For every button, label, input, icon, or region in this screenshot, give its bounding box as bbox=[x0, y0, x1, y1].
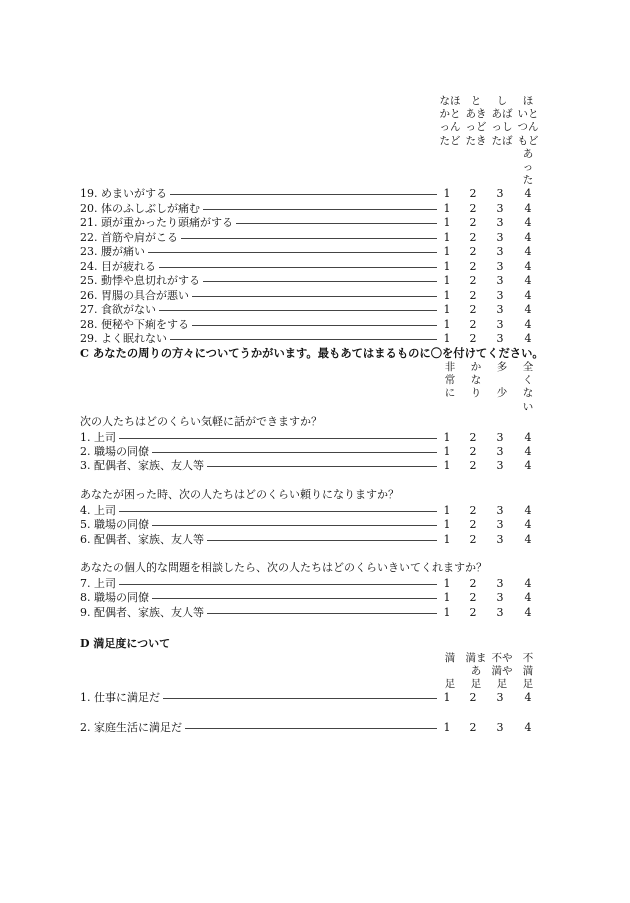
d-header-1: 満 足 bbox=[444, 652, 456, 691]
option-1[interactable]: 1 bbox=[443, 459, 451, 472]
c-item-row bbox=[80, 431, 540, 445]
option-4[interactable]: 4 bbox=[524, 289, 532, 302]
option-4[interactable]: 4 bbox=[524, 231, 532, 244]
option-2[interactable]: 2 bbox=[469, 245, 477, 258]
item-label: 1. 上司 bbox=[80, 431, 119, 445]
option-3[interactable]: 3 bbox=[496, 533, 504, 546]
leader-line bbox=[80, 584, 437, 585]
item-label: 2. 職場の同僚 bbox=[80, 445, 152, 459]
option-1[interactable]: 1 bbox=[443, 721, 451, 734]
item-label: 22. 首筋や肩がこる bbox=[80, 231, 181, 245]
c-item-row bbox=[80, 504, 540, 518]
option-3[interactable]: 3 bbox=[496, 431, 504, 444]
item-label: 21. 頭が重かったり頭痛がする bbox=[80, 216, 236, 230]
option-4[interactable]: 4 bbox=[524, 518, 532, 531]
option-4[interactable]: 4 bbox=[524, 459, 532, 472]
c-header-2: か な り bbox=[470, 361, 482, 400]
option-1[interactable]: 1 bbox=[443, 332, 451, 345]
option-3[interactable]: 3 bbox=[496, 577, 504, 590]
option-4[interactable]: 4 bbox=[524, 260, 532, 273]
option-2[interactable]: 2 bbox=[469, 606, 477, 619]
option-3[interactable]: 3 bbox=[496, 332, 504, 345]
option-2[interactable]: 2 bbox=[469, 533, 477, 546]
option-2[interactable]: 2 bbox=[469, 216, 477, 229]
option-1[interactable]: 1 bbox=[443, 216, 451, 229]
option-3[interactable]: 3 bbox=[496, 260, 504, 273]
option-1[interactable]: 1 bbox=[443, 202, 451, 215]
option-1[interactable]: 1 bbox=[443, 231, 451, 244]
item-label: 9. 配偶者、家族、友人等 bbox=[80, 606, 207, 620]
b-item-row bbox=[80, 202, 540, 216]
option-3[interactable]: 3 bbox=[496, 202, 504, 215]
option-2[interactable]: 2 bbox=[469, 445, 477, 458]
option-3[interactable]: 3 bbox=[496, 274, 504, 287]
option-4[interactable]: 4 bbox=[524, 691, 532, 704]
option-4[interactable]: 4 bbox=[524, 303, 532, 316]
option-2[interactable]: 2 bbox=[469, 202, 477, 215]
item-label: 23. 腰が痛い bbox=[80, 245, 148, 259]
item-label: 20. 体のふしぶしが痛む bbox=[80, 202, 203, 216]
option-2[interactable]: 2 bbox=[469, 504, 477, 517]
option-1[interactable]: 1 bbox=[443, 274, 451, 287]
option-4[interactable]: 4 bbox=[524, 332, 532, 345]
option-2[interactable]: 2 bbox=[469, 231, 477, 244]
option-2[interactable]: 2 bbox=[469, 260, 477, 273]
option-3[interactable]: 3 bbox=[496, 459, 504, 472]
c-item-row bbox=[80, 591, 540, 605]
c-item-row bbox=[80, 518, 540, 532]
d-item-row bbox=[80, 691, 540, 705]
c-item-row bbox=[80, 445, 540, 459]
b-item-row bbox=[80, 260, 540, 274]
option-1[interactable]: 1 bbox=[443, 606, 451, 619]
option-1[interactable]: 1 bbox=[443, 691, 451, 704]
option-4[interactable]: 4 bbox=[524, 216, 532, 229]
option-3[interactable]: 3 bbox=[496, 216, 504, 229]
b-item-row bbox=[80, 303, 540, 317]
option-4[interactable]: 4 bbox=[524, 606, 532, 619]
item-label: 5. 職場の同僚 bbox=[80, 518, 152, 532]
option-1[interactable]: 1 bbox=[443, 577, 451, 590]
option-4[interactable]: 4 bbox=[524, 245, 532, 258]
c-header-3: 多 少 bbox=[496, 361, 508, 400]
c-question-2: あなたが困った時、次の人たちはどのくらい頼りになりますか？ bbox=[80, 488, 399, 501]
item-label: 3. 配偶者、家族、友人等 bbox=[80, 459, 207, 473]
option-3[interactable]: 3 bbox=[496, 289, 504, 302]
item-label: 24. 目が疲れる bbox=[80, 260, 159, 274]
item-label: 1. 仕事に満足だ bbox=[80, 691, 163, 705]
item-label: 26. 胃腸の具合が悪い bbox=[80, 289, 192, 303]
c-item-row bbox=[80, 577, 540, 591]
option-2[interactable]: 2 bbox=[469, 274, 477, 287]
option-3[interactable]: 3 bbox=[496, 504, 504, 517]
d-header-4: 不 満 足 bbox=[522, 652, 534, 691]
b-header-3: し あば っし たば bbox=[491, 95, 513, 147]
option-2[interactable]: 2 bbox=[469, 187, 477, 200]
option-3[interactable]: 3 bbox=[496, 721, 504, 734]
option-2[interactable]: 2 bbox=[469, 691, 477, 704]
b-item-row bbox=[80, 245, 540, 259]
item-label: 4. 上司 bbox=[80, 504, 119, 518]
option-1[interactable]: 1 bbox=[443, 533, 451, 546]
option-4[interactable]: 4 bbox=[524, 445, 532, 458]
option-4[interactable]: 4 bbox=[524, 187, 532, 200]
option-1[interactable]: 1 bbox=[443, 445, 451, 458]
leader-line bbox=[80, 438, 437, 439]
c-item-row bbox=[80, 459, 540, 473]
item-label: 19. めまいがする bbox=[80, 187, 170, 201]
option-1[interactable]: 1 bbox=[443, 260, 451, 273]
option-1[interactable]: 1 bbox=[443, 518, 451, 531]
leader-line bbox=[80, 511, 437, 512]
option-4[interactable]: 4 bbox=[524, 721, 532, 734]
b-header-1: なほ かと っん たど bbox=[439, 95, 461, 147]
item-label: 25. 動悸や息切れがする bbox=[80, 274, 203, 288]
option-4[interactable]: 4 bbox=[524, 577, 532, 590]
option-1[interactable]: 1 bbox=[443, 591, 451, 604]
item-label: 6. 配偶者、家族、友人等 bbox=[80, 533, 207, 547]
b-item-row bbox=[80, 289, 540, 303]
option-4[interactable]: 4 bbox=[524, 504, 532, 517]
option-2[interactable]: 2 bbox=[469, 332, 477, 345]
option-2[interactable]: 2 bbox=[469, 303, 477, 316]
option-2[interactable]: 2 bbox=[469, 518, 477, 531]
c-header-4: 全 く な い bbox=[522, 361, 534, 413]
option-3[interactable]: 3 bbox=[496, 591, 504, 604]
option-4[interactable]: 4 bbox=[524, 318, 532, 331]
option-1[interactable]: 1 bbox=[443, 318, 451, 331]
option-3[interactable]: 3 bbox=[496, 445, 504, 458]
option-1[interactable]: 1 bbox=[443, 303, 451, 316]
b-item-row bbox=[80, 216, 540, 230]
d-item-row bbox=[80, 721, 540, 735]
b-item-row bbox=[80, 187, 540, 201]
option-2[interactable]: 2 bbox=[469, 591, 477, 604]
option-3[interactable]: 3 bbox=[496, 318, 504, 331]
c-question-1: 次の人たちはどのくらい気軽に話ができますか？ bbox=[80, 415, 322, 428]
item-label: 8. 職場の同僚 bbox=[80, 591, 152, 605]
option-1[interactable]: 1 bbox=[443, 289, 451, 302]
option-2[interactable]: 2 bbox=[469, 577, 477, 590]
option-3[interactable]: 3 bbox=[496, 518, 504, 531]
option-2[interactable]: 2 bbox=[469, 318, 477, 331]
b-item-row bbox=[80, 274, 540, 288]
option-3[interactable]: 3 bbox=[496, 187, 504, 200]
option-4[interactable]: 4 bbox=[524, 274, 532, 287]
option-4[interactable]: 4 bbox=[524, 431, 532, 444]
item-label: 2. 家庭生活に満足だ bbox=[80, 721, 185, 735]
c-header-1: 非 常 に bbox=[444, 361, 456, 400]
c-question-3: あなたの個人的な問題を相談したら、次の人たちはどのくらいきいてくれますか？ bbox=[80, 561, 487, 574]
d-header-3: 不や 満や 足 bbox=[491, 652, 513, 691]
option-1[interactable]: 1 bbox=[443, 431, 451, 444]
c-item-row bbox=[80, 533, 540, 547]
b-header-4: ほ いと つん もど あ っ た bbox=[517, 95, 539, 187]
item-label: 28. 便秘や下痢をする bbox=[80, 318, 192, 332]
option-3[interactable]: 3 bbox=[496, 245, 504, 258]
option-1[interactable]: 1 bbox=[443, 245, 451, 258]
option-3[interactable]: 3 bbox=[496, 691, 504, 704]
c-item-row bbox=[80, 606, 540, 620]
item-label: 27. 食欲がない bbox=[80, 303, 159, 317]
option-3[interactable]: 3 bbox=[496, 606, 504, 619]
b-item-row bbox=[80, 318, 540, 332]
option-3[interactable]: 3 bbox=[496, 231, 504, 244]
b-item-row bbox=[80, 231, 540, 245]
item-label: 29. よく眠れない bbox=[80, 332, 170, 346]
option-2[interactable]: 2 bbox=[469, 431, 477, 444]
option-4[interactable]: 4 bbox=[524, 202, 532, 215]
section-c-title: C あなたの周りの方々についてうかがいます。最もあてはまるものに〇を付けてください。 bbox=[80, 346, 544, 360]
option-1[interactable]: 1 bbox=[443, 187, 451, 200]
option-4[interactable]: 4 bbox=[524, 533, 532, 546]
item-label: 7. 上司 bbox=[80, 577, 119, 591]
option-2[interactable]: 2 bbox=[469, 721, 477, 734]
option-4[interactable]: 4 bbox=[524, 591, 532, 604]
section-d-title: D 満足度について bbox=[80, 637, 171, 650]
option-2[interactable]: 2 bbox=[469, 459, 477, 472]
b-header-2: と あき っど たき bbox=[465, 95, 487, 147]
option-2[interactable]: 2 bbox=[469, 289, 477, 302]
option-3[interactable]: 3 bbox=[496, 303, 504, 316]
option-1[interactable]: 1 bbox=[443, 504, 451, 517]
d-header-2: 満ま あ 足 bbox=[465, 652, 487, 691]
b-item-row bbox=[80, 332, 540, 346]
